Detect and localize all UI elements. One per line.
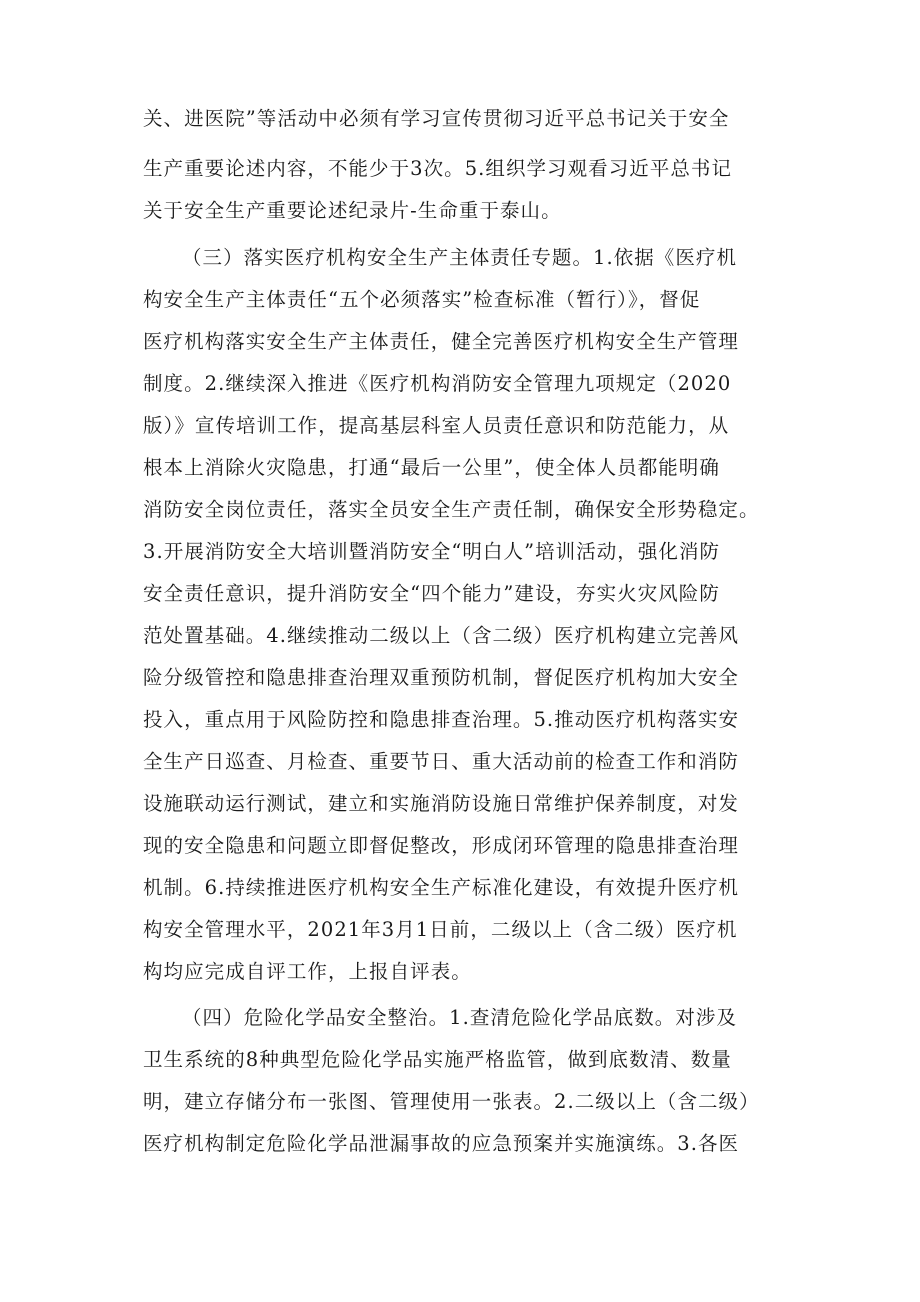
text-line: 医疗机构落实安全生产主体责任，健全完善医疗机构安全生产管理 xyxy=(143,330,739,353)
text-line: 构均应完成自评工作，上报自评表。 xyxy=(143,960,472,983)
text-line: 根本上消除火灾隐患，打通“最后一公里”，使全体人员都能明确 xyxy=(143,456,720,479)
text-line: 3.开展消防安全大培训暨消防安全“明白人”培训活动，强化消防 xyxy=(143,540,721,563)
text-line: 全生产日巡查、月检查、重要节日、重大活动前的检查工作和消防 xyxy=(143,750,739,773)
text-line: 险分级管控和隐患排查治理双重预防机制，督促医疗机构加大安全 xyxy=(143,666,739,689)
text-line: 安全责任意识，提升消防安全“四个能力”建设，夯实火灾风险防 xyxy=(143,582,720,605)
text-line: 机制。6.持续推进医疗机构安全生产标准化建设，有效提升医疗机 xyxy=(143,876,740,899)
text-line: 消防安全岗位责任，落实全员安全生产责任制，确保安全形势稳定。 xyxy=(143,498,760,521)
paragraph-three-first-line: （三）落实医疗机构安全生产主体责任专题。1.依据《医疗机 xyxy=(182,246,738,269)
text-line: 构安全生产主体责任“五个必须落实”检查标准（暂行）》，督促 xyxy=(143,288,701,311)
text-line: 投入，重点用于风险防控和隐患排查治理。5.推动医疗机构落实安 xyxy=(143,708,740,731)
text-line: 医疗机构制定危险化学品泄漏事故的应急预案并实施演练。3.各医 xyxy=(143,1132,740,1155)
text-line: 生产重要论述内容，不能少于3次。5.组织学习观看习近平总书记 xyxy=(143,157,733,180)
text-line: 设施联动运行测试，建立和实施消防设施日常维护保养制度，对发 xyxy=(143,792,739,815)
paragraph-four-first-line: （四）危险化学品安全整治。1.查清危险化学品底数。对涉及 xyxy=(182,1006,738,1029)
text-line: 范处置基础。4.继续推动二级以上（含二级）医疗机构建立完善风 xyxy=(143,624,740,647)
text-line: 制度。2.继续深入推进《医疗机构消防安全管理九项规定（2020 xyxy=(143,372,732,395)
text-line: 现的安全隐患和问题立即督促整改，形成闭环管理的隐患排查治理 xyxy=(143,834,739,857)
text-line: 卫生系统的8种典型危险化学品实施严格监管，做到底数清、数量 xyxy=(143,1048,732,1071)
text-line: 构安全管理水平，2021年3月1日前，二级以上（含二级）医疗机 xyxy=(143,918,738,941)
text-line: 关、进医院”等活动中必须有学习宣传贯彻习近平总书记关于安全 xyxy=(143,107,730,130)
text-line: 关于安全生产重要论述纪录片-生命重于泰山。 xyxy=(143,199,562,222)
text-line: 明，建立存储分布一张图、管理使用一张表。2.二级以上（含二级） xyxy=(143,1090,760,1113)
text-line: 版）》宣传培训工作，提高基层科室人员责任意识和防范能力，从 xyxy=(143,414,730,437)
